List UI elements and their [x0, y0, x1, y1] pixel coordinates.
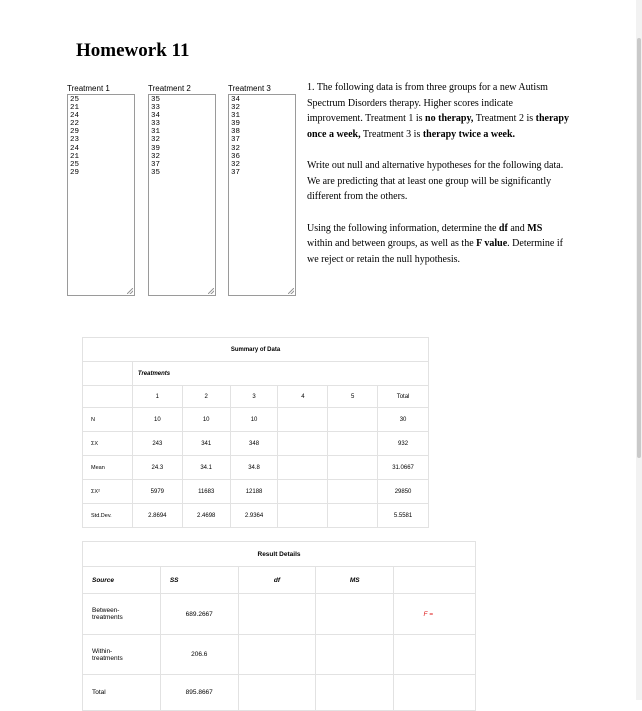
cell: 932 [378, 432, 429, 456]
cell [328, 504, 378, 528]
value: 37 [151, 160, 161, 169]
cell [328, 432, 378, 456]
text: Treatment 3 is [360, 128, 423, 140]
cell: 243 [132, 432, 182, 456]
source-label: Total [83, 675, 161, 711]
text-bold: therapy twice a week. [422, 128, 516, 140]
source-label: Between- treatments [83, 594, 161, 635]
cell [278, 408, 328, 432]
treatment-2-textarea[interactable] [148, 94, 216, 296]
summary-col: Total [378, 386, 429, 408]
page-title: Homework 11 [76, 40, 190, 61]
text-bold: F value [476, 238, 508, 249]
text: and [507, 222, 528, 234]
treatment-1-textarea[interactable] [67, 94, 135, 296]
cell: 2.4698 [182, 504, 230, 528]
cell: 5979 [132, 480, 182, 504]
value: 39 [231, 120, 241, 129]
table-row [83, 456, 429, 480]
cell: 29850 [378, 480, 429, 504]
value: 37 [231, 168, 241, 177]
summary-col: 1 [132, 386, 182, 408]
ms-cell[interactable] [316, 594, 394, 635]
question-text [307, 80, 569, 283]
value: 32 [231, 144, 241, 153]
text: 1. The following data is from three groups for a new Autism Spectrum Disorders therapy. Higher scores indicate improvement. Treatment 1 is [307, 82, 548, 124]
cell [278, 504, 328, 528]
value: 35 [151, 168, 161, 177]
cell: 2.8694 [132, 504, 182, 528]
value: 38 [231, 128, 241, 137]
value: 35 [151, 96, 161, 104]
ss-value: 689.2667 [160, 594, 238, 635]
cell: 10 [182, 408, 230, 432]
scroll-thumb[interactable] [637, 38, 641, 458]
value: 21 [70, 152, 80, 161]
cell: 5.5581 [378, 504, 429, 528]
f-value-cell[interactable]: F = [394, 594, 476, 635]
row-label: Mean [83, 456, 133, 480]
value: 32 [231, 104, 241, 113]
cell: 341 [182, 432, 230, 456]
cell: 348 [230, 432, 278, 456]
treatment-1-label: Treatment 1 [67, 84, 110, 93]
cell [328, 456, 378, 480]
resize-handle-icon[interactable] [127, 288, 133, 294]
value: 25 [70, 160, 80, 169]
value: 25 [70, 96, 80, 104]
table-row [83, 675, 476, 711]
resize-handle-icon[interactable] [288, 288, 294, 294]
cell: 10 [132, 408, 182, 432]
treatment-2-label: Treatment 2 [148, 84, 191, 93]
table-row [83, 635, 476, 675]
header-ss: SS [160, 567, 238, 594]
cell [278, 480, 328, 504]
value: 32 [151, 136, 161, 145]
cell: 34.1 [182, 456, 230, 480]
value: 29 [70, 168, 80, 177]
value: 29 [70, 128, 80, 137]
summary-col: 3 [230, 386, 278, 408]
value: 34 [151, 112, 161, 121]
summary-col: 4 [278, 386, 328, 408]
results-table [82, 541, 476, 711]
value: 32 [151, 152, 161, 161]
df-cell[interactable] [238, 675, 316, 711]
cell: 11683 [182, 480, 230, 504]
value: 39 [151, 144, 161, 153]
text-bold: no therapy, [425, 113, 474, 124]
value: 23 [70, 136, 80, 145]
text: . Determine if we reject or retain the null hypothesis. [307, 238, 563, 265]
ss-value: 206.6 [160, 635, 238, 675]
cell: 2.9364 [230, 504, 278, 528]
cell: 34.8 [230, 456, 278, 480]
value: 33 [151, 104, 161, 113]
treatment-3-label: Treatment 3 [228, 84, 271, 93]
value: 21 [70, 104, 80, 113]
value: 24 [70, 144, 80, 153]
text-bold: therapy once a week, [307, 113, 569, 140]
table-row [83, 408, 429, 432]
header-ms: MS [316, 567, 394, 594]
treatment-3-textarea[interactable] [228, 94, 296, 296]
treatments-label: Treatments [132, 362, 428, 386]
text: within and between groups, as well as the [307, 238, 477, 249]
df-cell[interactable] [238, 594, 316, 635]
summary-table [82, 337, 429, 528]
cell [278, 432, 328, 456]
cell [328, 408, 378, 432]
ms-cell[interactable] [316, 635, 394, 675]
text-bold: df [498, 222, 508, 234]
value: 31 [151, 128, 161, 137]
text: Treatment 2 is [473, 113, 536, 124]
table-row [83, 432, 429, 456]
value: 24 [70, 112, 80, 121]
question-paragraph-1 [307, 80, 569, 142]
row-label: N [83, 408, 133, 432]
table-row [83, 480, 429, 504]
cell: 12188 [230, 480, 278, 504]
header-source: Source [83, 567, 161, 594]
ss-value: 895.8667 [160, 675, 238, 711]
cell [328, 480, 378, 504]
value: 33 [151, 120, 161, 129]
resize-handle-icon[interactable] [208, 288, 214, 294]
table-row [83, 504, 429, 528]
cell: 31.0667 [378, 456, 429, 480]
value: 36 [231, 152, 241, 161]
row-label: ΣX [83, 432, 133, 456]
table-row [83, 594, 476, 635]
cell: 10 [230, 408, 278, 432]
value: 31 [231, 112, 241, 121]
value: 22 [70, 120, 80, 129]
cell: 30 [378, 408, 429, 432]
question-paragraph-2: Write out null and alternative hypotheses for the following data. We are predicting that at least one group will be significantly different from the others. [307, 160, 564, 202]
results-title: Result Details [83, 542, 476, 567]
text-bold: MS [527, 222, 543, 234]
summary-title: Summary of Data [83, 338, 429, 362]
source-label: Within- treatments [83, 635, 161, 675]
summary-col: 2 [182, 386, 230, 408]
value: 37 [231, 136, 241, 145]
cell [278, 456, 328, 480]
summary-col: 5 [328, 386, 378, 408]
scrollbar[interactable] [636, 0, 642, 700]
row-label: Std.Dev. [83, 504, 133, 528]
row-label: ΣX² [83, 480, 133, 504]
df-cell[interactable] [238, 635, 316, 675]
header-df: df [238, 567, 316, 594]
value: 34 [231, 96, 241, 104]
question-paragraph-3 [307, 221, 569, 268]
cell: 24.3 [132, 456, 182, 480]
value: 32 [231, 160, 241, 169]
text: Using the following information, determine the [307, 222, 499, 234]
